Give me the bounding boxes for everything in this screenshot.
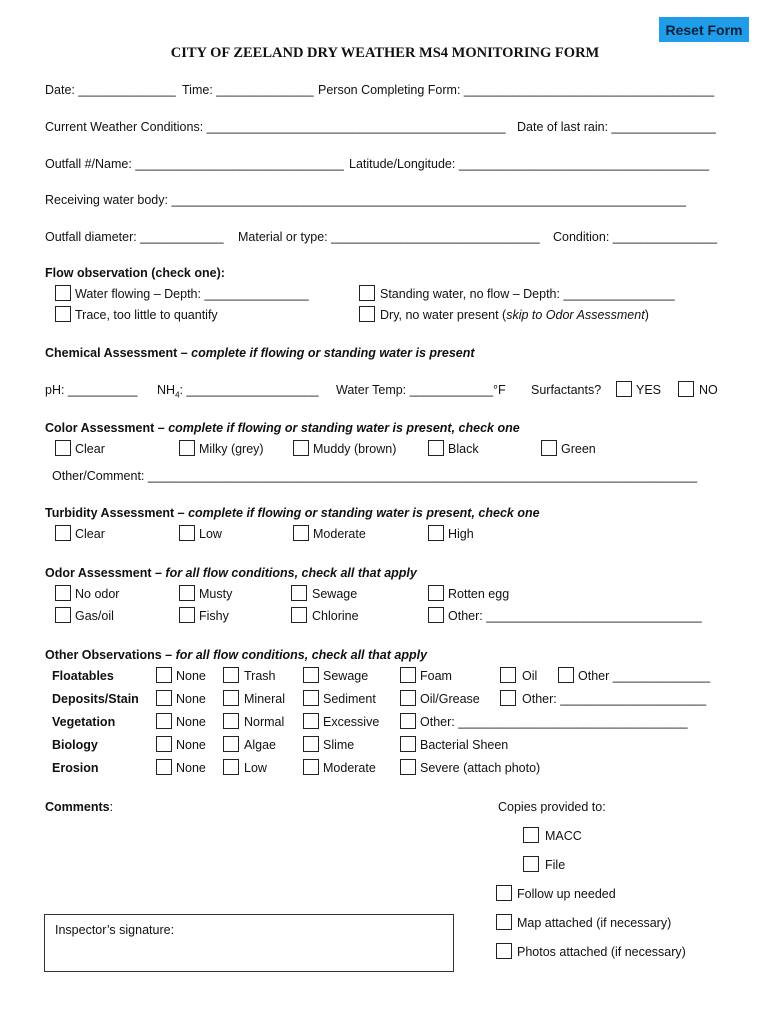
option-label: Foam xyxy=(420,669,452,683)
biology-slime-checkbox[interactable] xyxy=(303,736,319,752)
turbidity-option-label: Clear xyxy=(75,527,105,541)
option-label: Oil/Grease xyxy=(420,692,480,706)
copy-file-checkbox[interactable] xyxy=(523,856,539,872)
last-rain-field[interactable]: Date of last rain: _______________ xyxy=(517,120,716,134)
dry-checkbox[interactable] xyxy=(359,306,375,322)
floatables-foam-checkbox[interactable] xyxy=(400,667,416,683)
standing-water-checkbox[interactable] xyxy=(359,285,375,301)
option-label: None xyxy=(176,738,206,752)
vegetation-excessive-checkbox[interactable] xyxy=(303,713,319,729)
turbidity-option-label: Moderate xyxy=(313,527,366,541)
odor-none-checkbox[interactable] xyxy=(55,585,71,601)
dry-label: Dry, no water present (skip to Odor Assessment) xyxy=(380,308,649,322)
floatables-oil-checkbox[interactable] xyxy=(500,667,516,683)
option-label: Severe (attach photo) xyxy=(420,761,541,775)
erosion-moderate-checkbox[interactable] xyxy=(303,759,319,775)
floatables-other-field[interactable]: Other ______________ xyxy=(578,669,711,683)
turbidity-high-checkbox[interactable] xyxy=(428,525,444,541)
floatables-label: Floatables xyxy=(52,669,114,683)
odor-gas-oil-checkbox[interactable] xyxy=(55,607,71,623)
surfactants-yes-label: YES xyxy=(636,383,662,397)
option-label: None xyxy=(176,761,206,775)
chemical-heading: Chemical Assessment – complete if flowing or standing water is present xyxy=(45,346,475,360)
option-label: Moderate xyxy=(323,761,376,775)
turbidity-heading: Turbidity Assessment – complete if flowing or standing water is present, check one xyxy=(45,506,540,520)
vegetation-other-checkbox[interactable] xyxy=(400,713,416,729)
follow-up-label: Follow up needed xyxy=(517,887,616,901)
color-muddy-checkbox[interactable] xyxy=(293,440,309,456)
odor-option-label: Gas/oil xyxy=(75,609,114,623)
option-label: Sewage xyxy=(323,669,369,683)
odor-rotten-egg-checkbox[interactable] xyxy=(428,585,444,601)
option-label: Trash xyxy=(244,669,276,683)
option-label: Bacterial Sheen xyxy=(420,738,509,752)
surfactants-yes-checkbox[interactable] xyxy=(616,381,632,397)
odor-other-field[interactable]: Other: _______________________________ xyxy=(448,609,702,623)
odor-option-label: No odor xyxy=(75,587,120,601)
option-label: None xyxy=(176,692,206,706)
turbidity-option-label: High xyxy=(448,527,474,541)
color-green-checkbox[interactable] xyxy=(541,440,557,456)
color-option-label: Muddy (brown) xyxy=(313,442,397,456)
odor-chlorine-checkbox[interactable] xyxy=(291,607,307,623)
ph-field[interactable]: pH: __________ xyxy=(45,383,138,397)
deposits-sediment-checkbox[interactable] xyxy=(303,690,319,706)
color-black-checkbox[interactable] xyxy=(428,440,444,456)
color-milky-checkbox[interactable] xyxy=(179,440,195,456)
deposits-mineral-checkbox[interactable] xyxy=(223,690,239,706)
copies-heading: Copies provided to: xyxy=(498,800,606,814)
date-field[interactable]: Date: ______________ xyxy=(45,83,176,97)
biology-bacterial-sheen-checkbox[interactable] xyxy=(400,736,416,752)
nh4-field[interactable]: $NH_4$: ___________________ xyxy=(157,383,319,400)
odor-musty-checkbox[interactable] xyxy=(179,585,195,601)
option-label: Low xyxy=(244,761,267,775)
water-flowing-checkbox[interactable] xyxy=(55,285,71,301)
option-label: Normal xyxy=(244,715,285,729)
floatables-sewage-checkbox[interactable] xyxy=(303,667,319,683)
vegetation-other-field[interactable]: Other: _________________________________ xyxy=(420,715,688,729)
turbidity-moderate-checkbox[interactable] xyxy=(293,525,309,541)
condition-field[interactable]: Condition: _______________ xyxy=(553,230,718,244)
odor-option-label: Sewage xyxy=(312,587,358,601)
outfall-name-field[interactable]: Outfall #/Name: ______________________________ xyxy=(45,157,344,171)
biology-label: Biology xyxy=(52,738,98,752)
comments-label: Comments: xyxy=(45,800,114,814)
map-attached-label: Map attached (if necessary) xyxy=(517,916,672,930)
floatables-none-checkbox[interactable] xyxy=(156,667,172,683)
other-observations-heading: Other Observations – for all flow conditions, check all that apply xyxy=(45,648,428,662)
time-field[interactable]: Time: ______________ xyxy=(182,83,314,97)
color-option-label: Black xyxy=(448,442,479,456)
trace-label: Trace, too little to quantify xyxy=(75,308,218,322)
lat-long-field[interactable]: Latitude/Longitude: ____________________________________ xyxy=(349,157,710,171)
deposits-other-field[interactable]: Other: _____________________ xyxy=(522,692,707,706)
turbidity-option-label: Low xyxy=(199,527,222,541)
material-field[interactable]: Material or type: ______________________________ xyxy=(238,230,540,244)
surfactants-label: Surfactants? xyxy=(531,383,602,397)
copy-macc-label: MACC xyxy=(545,829,582,843)
color-other-field[interactable]: Other/Comment: _______________________________________________________________________________ xyxy=(52,469,698,483)
option-label: Oil xyxy=(522,669,538,683)
option-label: Excessive xyxy=(323,715,380,729)
color-option-label: Green xyxy=(561,442,596,456)
erosion-label: Erosion xyxy=(52,761,99,775)
surfactants-no-checkbox[interactable] xyxy=(678,381,694,397)
erosion-none-checkbox[interactable] xyxy=(156,759,172,775)
weather-field[interactable]: Current Weather Conditions: ___________________________________________ xyxy=(45,120,506,134)
floatables-other-checkbox[interactable] xyxy=(558,667,574,683)
surfactants-no-label: NO xyxy=(699,383,718,397)
person-field[interactable]: Person Completing Form: ____________________________________ xyxy=(318,83,715,97)
option-label: Mineral xyxy=(244,692,285,706)
option-label: Sediment xyxy=(323,692,376,706)
flow-heading: Flow observation (check one): xyxy=(45,266,225,280)
water-temp-field[interactable]: Water Temp: ____________°F xyxy=(336,383,506,397)
photos-attached-label: Photos attached (if necessary) xyxy=(517,945,686,959)
odor-sewage-checkbox[interactable] xyxy=(291,585,307,601)
odor-fishy-checkbox[interactable] xyxy=(179,607,195,623)
receiving-water-field[interactable]: Receiving water body: __________________________________________________________________________ xyxy=(45,193,686,207)
color-option-label: Milky (grey) xyxy=(199,442,264,456)
biology-algae-checkbox[interactable] xyxy=(223,736,239,752)
water-flowing-label: Water flowing – Depth: _______________ xyxy=(75,287,309,301)
odor-option-label: Chlorine xyxy=(312,609,359,623)
deposits-other-checkbox[interactable] xyxy=(500,690,516,706)
vegetation-normal-checkbox[interactable] xyxy=(223,713,239,729)
outfall-diameter-field[interactable]: Outfall diameter: ____________ xyxy=(45,230,224,244)
inspector-signature-label: Inspector’s signature: xyxy=(55,923,175,937)
trace-checkbox[interactable] xyxy=(55,306,71,322)
standing-water-label: Standing water, no flow – Depth: ________________ xyxy=(380,287,675,301)
deposits-none-checkbox[interactable] xyxy=(156,690,172,706)
odor-option-label: Fishy xyxy=(199,609,229,623)
photos-attached-checkbox[interactable] xyxy=(496,943,512,959)
copy-macc-checkbox[interactable] xyxy=(523,827,539,843)
floatables-trash-checkbox[interactable] xyxy=(223,667,239,683)
erosion-low-checkbox[interactable] xyxy=(223,759,239,775)
deposits-oil-grease-checkbox[interactable] xyxy=(400,690,416,706)
form-title: CITY OF ZEELAND DRY WEATHER MS4 MONITORING FORM xyxy=(170,45,600,61)
turbidity-low-checkbox[interactable] xyxy=(179,525,195,541)
odor-option-label: Rotten egg xyxy=(448,587,510,601)
color-heading: Color Assessment – complete if flowing or standing water is present, check one xyxy=(45,421,520,435)
reset-form-button[interactable]: Reset Form xyxy=(659,17,749,42)
turbidity-clear-checkbox[interactable] xyxy=(55,525,71,541)
copy-file-label: File xyxy=(545,858,566,872)
biology-none-checkbox[interactable] xyxy=(156,736,172,752)
map-attached-checkbox[interactable] xyxy=(496,914,512,930)
option-label: Algae xyxy=(244,738,276,752)
odor-option-label: Musty xyxy=(199,587,233,601)
option-label: Slime xyxy=(323,738,355,752)
odor-other-checkbox[interactable] xyxy=(428,607,444,623)
color-clear-checkbox[interactable] xyxy=(55,440,71,456)
erosion-severe-checkbox[interactable] xyxy=(400,759,416,775)
option-label: None xyxy=(176,715,206,729)
vegetation-label: Vegetation xyxy=(52,715,116,729)
odor-heading: Odor Assessment – for all flow conditions, check all that apply xyxy=(45,566,417,580)
deposits-label: Deposits/Stain xyxy=(52,692,139,706)
option-label: None xyxy=(176,669,206,683)
follow-up-checkbox[interactable] xyxy=(496,885,512,901)
color-option-label: Clear xyxy=(75,442,105,456)
vegetation-none-checkbox[interactable] xyxy=(156,713,172,729)
